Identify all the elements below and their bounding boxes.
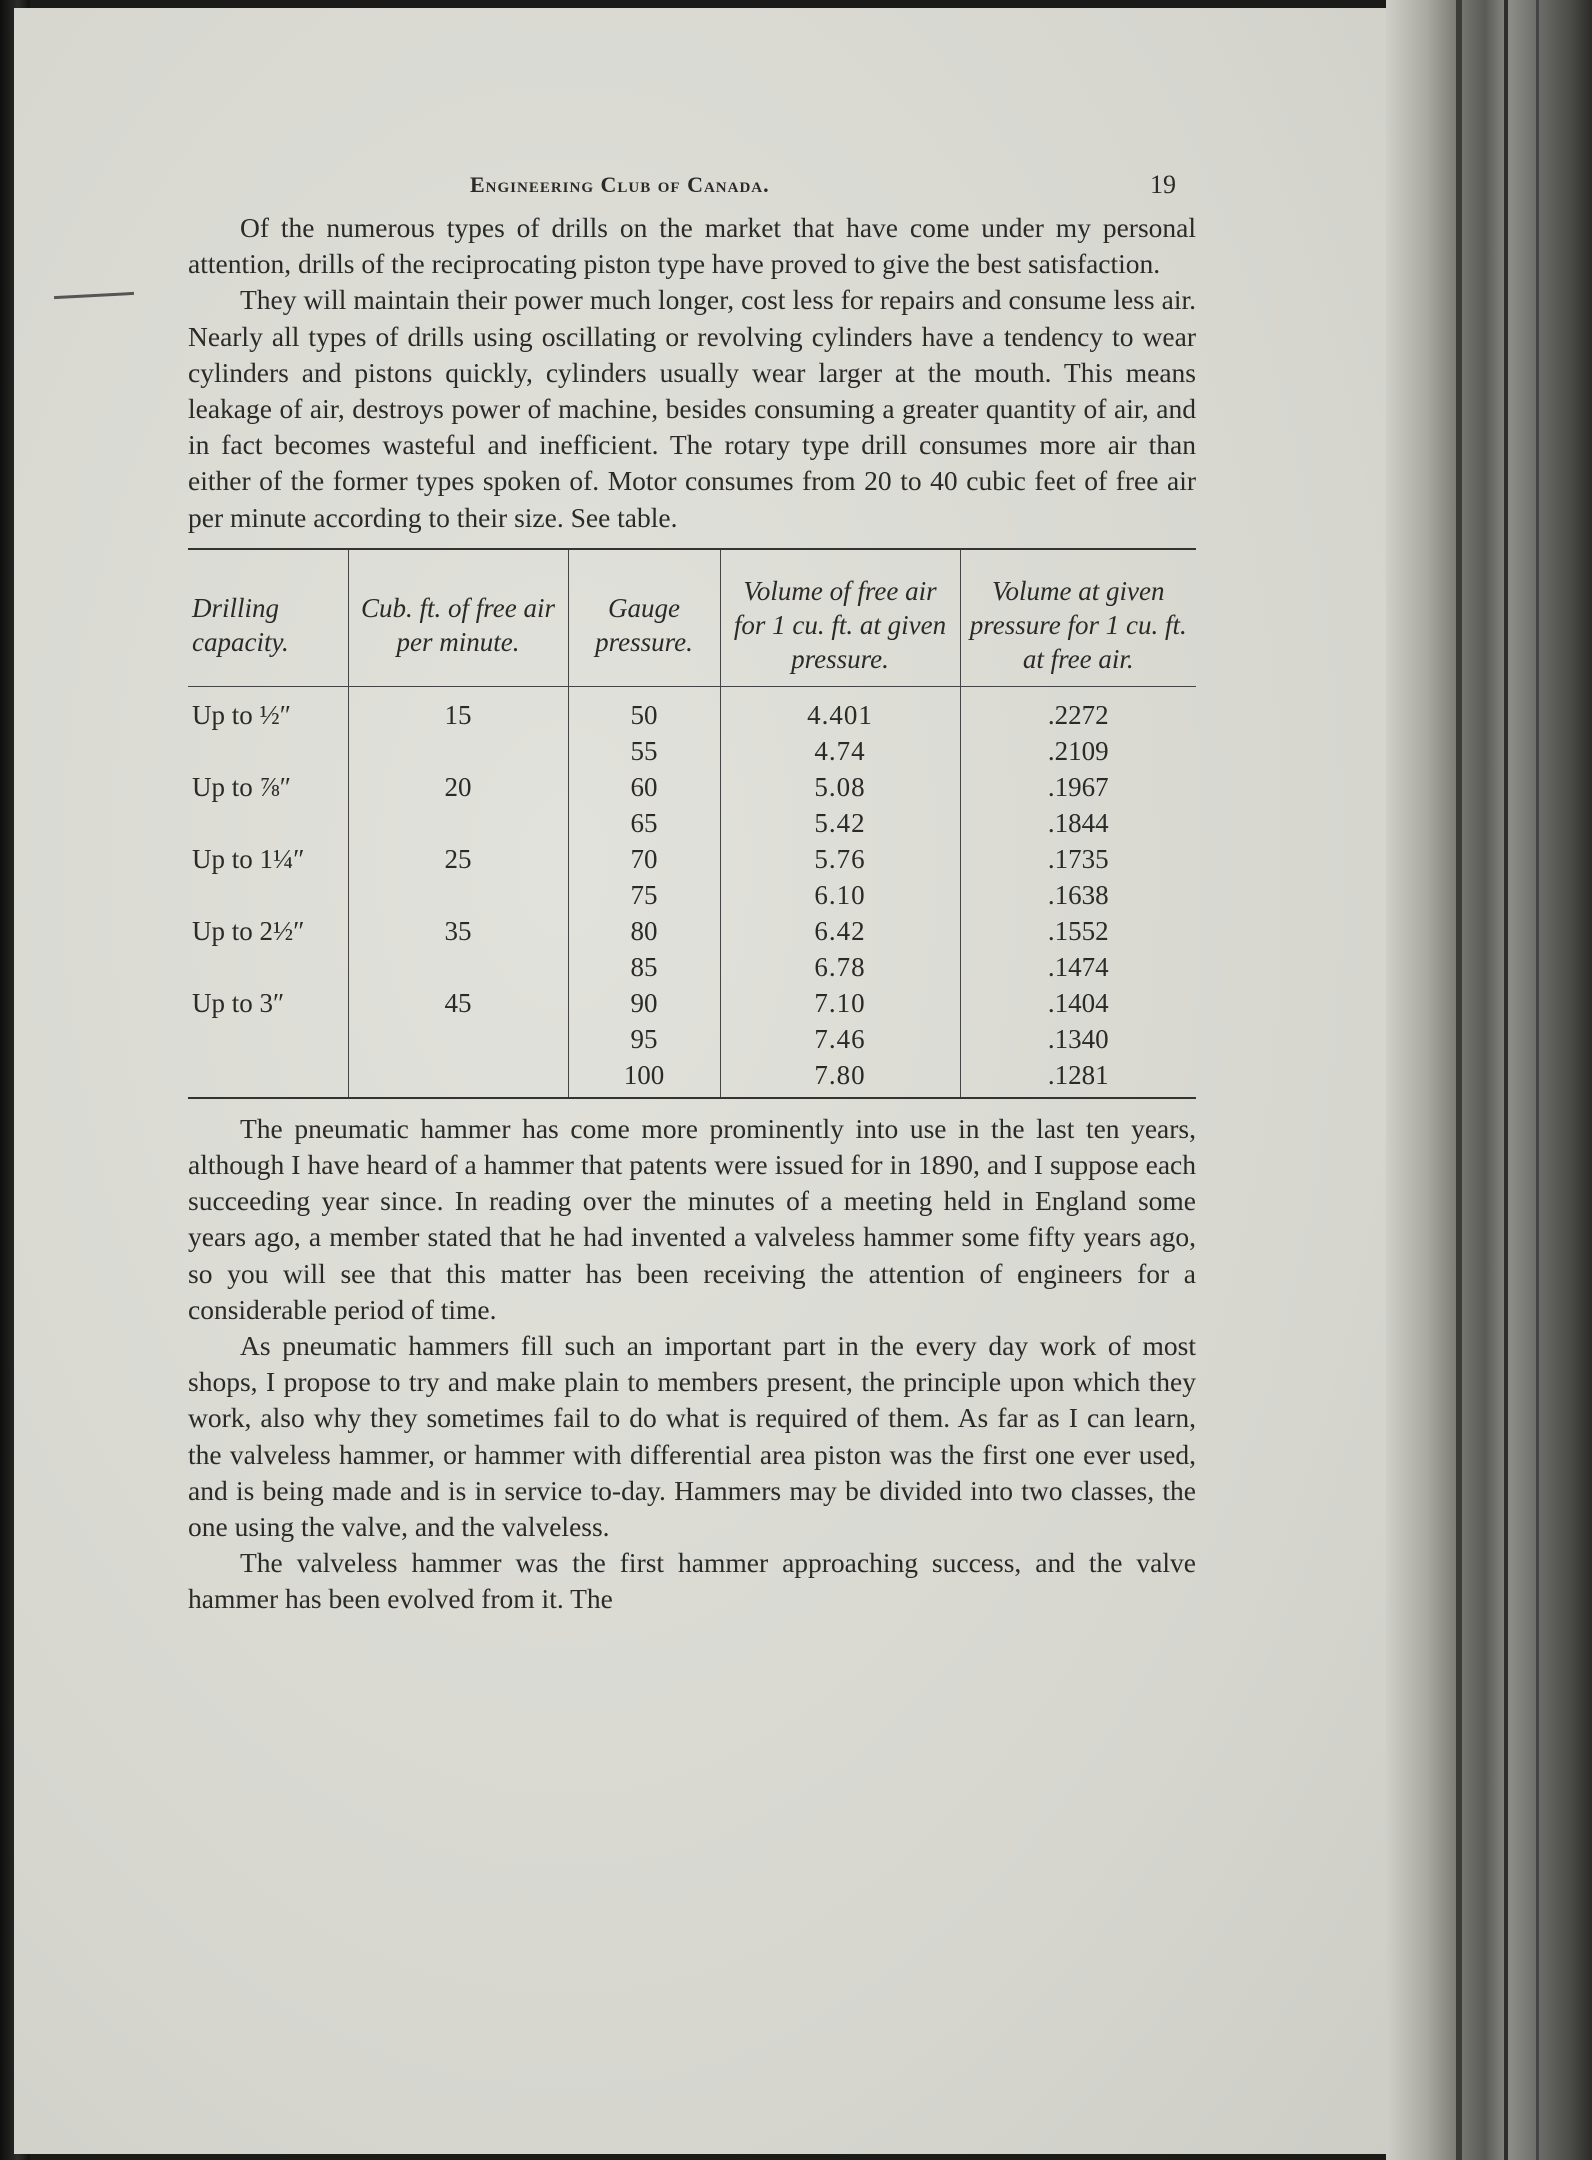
table-cell: 6.10 <box>720 877 960 913</box>
table-cell: 45 <box>348 985 568 1021</box>
table-cell: 80 <box>568 913 720 949</box>
table-cell: 7.10 <box>720 985 960 1021</box>
running-head <box>188 160 1196 210</box>
table-cell <box>188 877 348 913</box>
table-row <box>188 913 1196 949</box>
air-volume-table-wrap <box>188 548 1196 1099</box>
table-cell: Up to 2½″ <box>192 915 305 946</box>
table-cell: 6.78 <box>720 949 960 985</box>
table-cell: 4.74 <box>720 733 960 769</box>
table-cell: 7.46 <box>720 1021 960 1057</box>
table-cell: 90 <box>568 985 720 1021</box>
table-cell <box>188 805 348 841</box>
table-cell <box>348 805 568 841</box>
table-cell: .1552 <box>960 913 1196 949</box>
table-header-row <box>188 549 1196 687</box>
table-cell: 5.42 <box>720 805 960 841</box>
table-cell: .1474 <box>960 949 1196 985</box>
air-volume-table <box>188 548 1196 1099</box>
table-cell: 25 <box>348 841 568 877</box>
table-row <box>188 686 1196 733</box>
table-cell: 35 <box>348 913 568 949</box>
column-header: Cub. ft. of free air per minute. <box>348 549 568 687</box>
table-row <box>188 949 1196 985</box>
table-cell: Up to ½″ <box>192 699 291 730</box>
spine-line <box>1456 0 1462 2160</box>
table-cell: 55 <box>568 733 720 769</box>
table-row <box>188 733 1196 769</box>
table-cell <box>348 877 568 913</box>
table-cell <box>348 1021 568 1057</box>
column-header: Drilling capacity. <box>188 549 348 687</box>
table-cell: .1967 <box>960 769 1196 805</box>
column-header: Volume at given pressure for 1 cu. ft. at free air. <box>960 549 1196 687</box>
table-cell: 5.76 <box>720 841 960 877</box>
table-cell <box>188 1021 348 1057</box>
table-cell: 50 <box>568 686 720 733</box>
table-cell: .1844 <box>960 805 1196 841</box>
table-row <box>188 1057 1196 1098</box>
table-cell: 20 <box>348 769 568 805</box>
table-cell: .1340 <box>960 1021 1196 1057</box>
table-cell: .1281 <box>960 1057 1196 1098</box>
table-cell <box>188 733 348 769</box>
table-cell: 100 <box>568 1057 720 1098</box>
table-row <box>188 805 1196 841</box>
paragraph: The pneumatic hammer has come more prominently into use in the last ten years, although I have heard of a hammer that patents were issued for in 1890, and I suppose each succeeding year since. In reading over the minutes of a meeting held in England some years ago, a member stated that he had invented a valveless hammer some fifty years ago, so you will see that this matter has been receiving the attention of engineers for a considerable period of time. <box>188 1112 1196 1325</box>
table-row <box>188 841 1196 877</box>
table-cell: 7.80 <box>720 1057 960 1098</box>
spine-line <box>1536 0 1539 2160</box>
table-cell: Up to 3″ <box>192 987 285 1018</box>
table-cell: 15 <box>348 686 568 733</box>
table-cell <box>188 949 348 985</box>
table-row <box>188 1021 1196 1057</box>
table-cell: 6.42 <box>720 913 960 949</box>
paragraph: They will maintain their power much longer, cost less for repairs and consume less air. Nearly all types of drills using oscillating or revolving cylinders have a tendency to wear cylinders and pistons quickly, cylinders usually wear larger at the mouth. This means leakage of air, destroys power of machine, besides consuming a greater quantity of air, and in fact becomes wasteful and inefficient. The rotary type drill consumes more air than either of the former types spoken of. Motor consumes from 20 to 40 cubic feet of free air per minute according to their size. See table. <box>188 284 1196 533</box>
table-cell: 95 <box>568 1021 720 1057</box>
column-header: Volume of free air for 1 cu. ft. at given pressure. <box>720 549 960 687</box>
paragraph: As pneumatic hammers fill such an important part in the every day work of most shops, I propose to try and make plain to members present, the principle upon which they work, also why they sometimes fail to do what is required of them. As far as I can learn, the valveless hammer, or hammer with differential area piston was the first one ever used, and is being made and is in service to-day. Hammers may be divided into two classes, the one using the valve, and the valveless. <box>188 1330 1196 1543</box>
table-cell: .1735 <box>960 841 1196 877</box>
table-cell: Up to 1¼″ <box>192 843 305 874</box>
paragraph: Of the numerous types of drills on the market that have come under my personal attention, drills of the reciprocating piston type have proved to give the best satisfaction. <box>188 212 1196 280</box>
column-header: Gauge pressure. <box>568 549 720 687</box>
running-title: Engineering Club of Canada. <box>470 172 770 197</box>
paragraph: The valveless hammer was the first hammer approaching success, and the valve hammer has been evolved from it. The <box>188 1547 1196 1615</box>
table-cell: 85 <box>568 949 720 985</box>
table-cell <box>348 1057 568 1098</box>
table-row <box>188 877 1196 913</box>
table-cell: .2109 <box>960 733 1196 769</box>
table-cell: 4.401 <box>720 686 960 733</box>
table-cell: .2272 <box>960 686 1196 733</box>
page-number: 19 <box>1150 170 1176 199</box>
table-cell: 65 <box>568 805 720 841</box>
table-cell <box>188 1057 348 1098</box>
table-cell <box>348 949 568 985</box>
table-cell: .1404 <box>960 985 1196 1021</box>
book-gutter <box>1386 0 1592 2160</box>
table-row <box>188 769 1196 805</box>
table-cell: 70 <box>568 841 720 877</box>
table-cell: 75 <box>568 877 720 913</box>
spine-line <box>1504 0 1508 2160</box>
table-cell <box>348 733 568 769</box>
table-cell: .1638 <box>960 877 1196 913</box>
table-cell: Up to ⅞″ <box>192 771 291 802</box>
page-content <box>188 160 1196 1618</box>
table-row <box>188 985 1196 1021</box>
table-cell: 5.08 <box>720 769 960 805</box>
table-cell: 60 <box>568 769 720 805</box>
margin-pencil-mark <box>54 292 134 299</box>
